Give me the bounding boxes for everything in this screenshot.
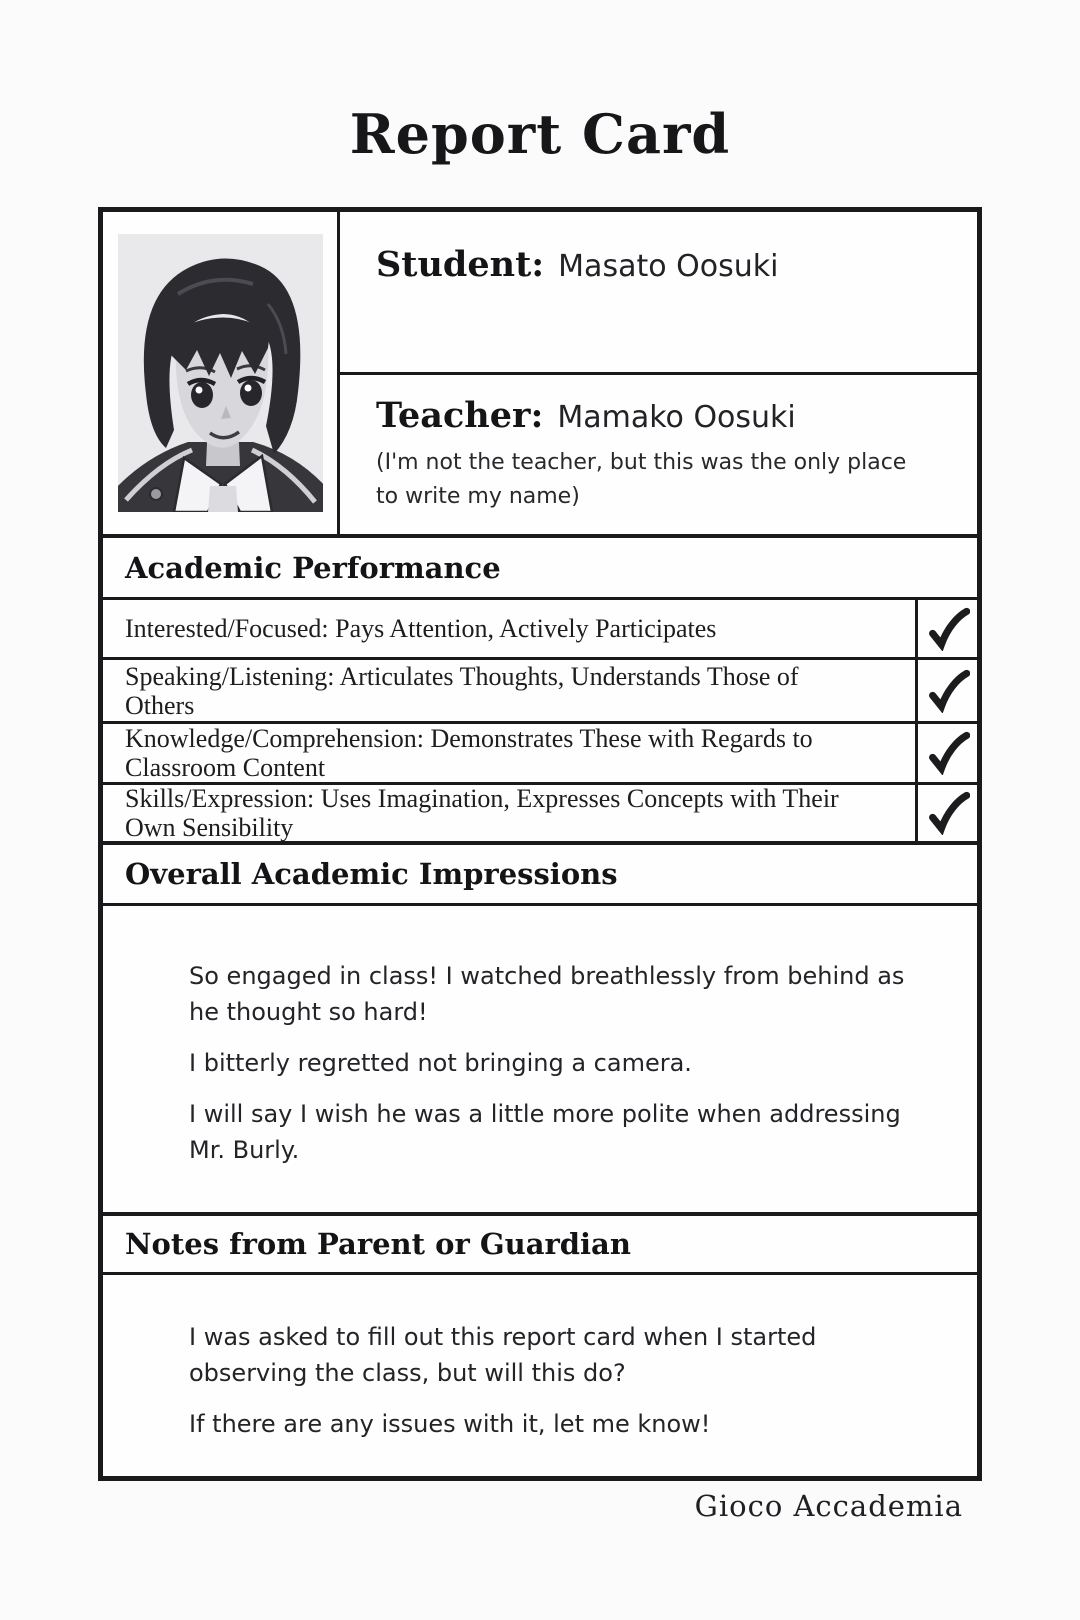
header-section [103,212,977,538]
criterion-text: Skills/Expression: Uses Imagination, Expresses Concepts with Their Own Sensibility [125,784,839,842]
teacher-name: Mamako Oosuki [557,400,796,435]
check-cell [915,785,977,841]
check-cell [915,600,977,657]
table-row [103,660,977,724]
student-portrait-image [118,234,323,512]
table-row [103,785,977,845]
check-cell [915,724,977,782]
student-photo-cell [103,212,340,534]
table-row [103,600,977,660]
impression-paragraph: I will say I wish he was a little more polite when addressing Mr. Burly. [189,1100,901,1164]
report-card [98,207,982,1481]
table-row [103,724,977,785]
note-paragraph: If there are any issues with it, let me know! [189,1410,711,1438]
teacher-label: Teacher: [376,395,544,436]
academic-performance-heading: Academic Performance [103,538,977,600]
teacher-field [340,375,977,534]
impression-paragraph: I bitterly regretted not bringing a camera. [189,1049,692,1077]
parent-notes-body [103,1275,977,1476]
student-field [340,212,977,375]
note-paragraph: I was asked to fill out this report card when I started observing the class, but will this do? [189,1323,817,1387]
criterion-text: Speaking/Listening: Articulates Thoughts, Understands Those of Others [125,661,799,720]
overall-impressions-heading: Overall Academic Impressions [103,845,977,906]
checkmark-icon [926,607,970,651]
criterion-text: Knowledge/Comprehension: Demonstrates These with Regards to Classroom Content [125,724,813,782]
header-fields [340,212,977,534]
student-label: Student: [376,244,545,285]
parent-notes-heading: Notes from Parent or Guardian [103,1216,977,1275]
school-name: Gioco Accademia [694,1489,963,1523]
check-cell [915,660,977,721]
checkmark-icon [926,731,970,775]
criterion-text: Interested/Focused: Pays Attention, Actively Participates [125,614,717,643]
overall-impressions-body [103,906,977,1216]
checkmark-icon [926,791,970,835]
checkmark-icon [926,669,970,713]
page-title: Report Card [349,102,731,166]
student-name: Masato Oosuki [558,249,779,284]
impression-paragraph: So engaged in class! I watched breathlessly from behind as he thought so hard! [189,962,905,1026]
teacher-note: (I'm not the teacher, but this was the only place to write my name) [376,450,907,509]
